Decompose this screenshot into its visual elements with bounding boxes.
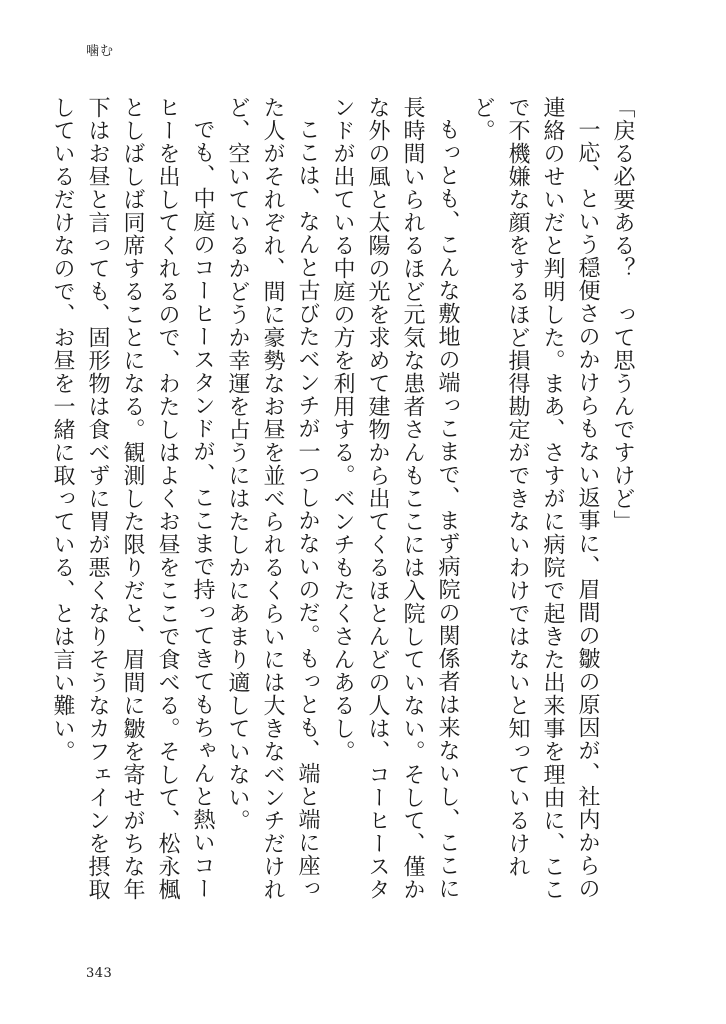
paragraph-1: 「戻る必要ある？ って思うんですけど」 xyxy=(610,96,635,533)
paragraph-5: でも、中庭のコーヒースタンドが、ここまで持ってきてもちゃんと熱いコーヒーを出してくれるので、わたしはよくお昼をここで食べる。そして、松永楓としばしば同席することになる。観測した限りだと、眉間に皺を寄せがちな年下はお昼と言っても、固形物は食べずに胃が悪くなりそうなカフェインを摂取しているだけなので、お昼を一緒に取っている、とは言い難い。 xyxy=(50,96,215,901)
body-text xyxy=(50,96,640,918)
paragraph-4: ここは、なんと古びたベンチが一つしかないのだ。もっとも、端と端に座った人がそれぞれ、間に豪勢なお昼を並べられるくらいには大きなベンチだけれど、空いているかどうか幸運を占うにはたしかにあまり適していない。 xyxy=(225,96,320,901)
page-number: 343 xyxy=(86,966,113,981)
paragraph-2: 一応、という穏便さのかけらもない返事に、眉間の皺の原因が、社内からの連絡のせいだと判明した。まあ、さすがに病院で起きた出来事を理由に、ここで不機嫌な顔をするほど損得勘定ができないわけではないと知っているけれど。 xyxy=(470,96,600,901)
running-head: 噛む xyxy=(86,44,115,59)
paragraph-3: もっとも、こんな敷地の端っこまで、まず病院の関係者は来ないし、ここに長時間いられるほど元気な患者さんもここには入院していない。そして、僅かな外の風と太陽の光を求めて建物から出てくるほとんどの人は、コーヒースタンドが出ている中庭の方を利用する。ベンチもたくさんあるし。 xyxy=(330,96,460,901)
